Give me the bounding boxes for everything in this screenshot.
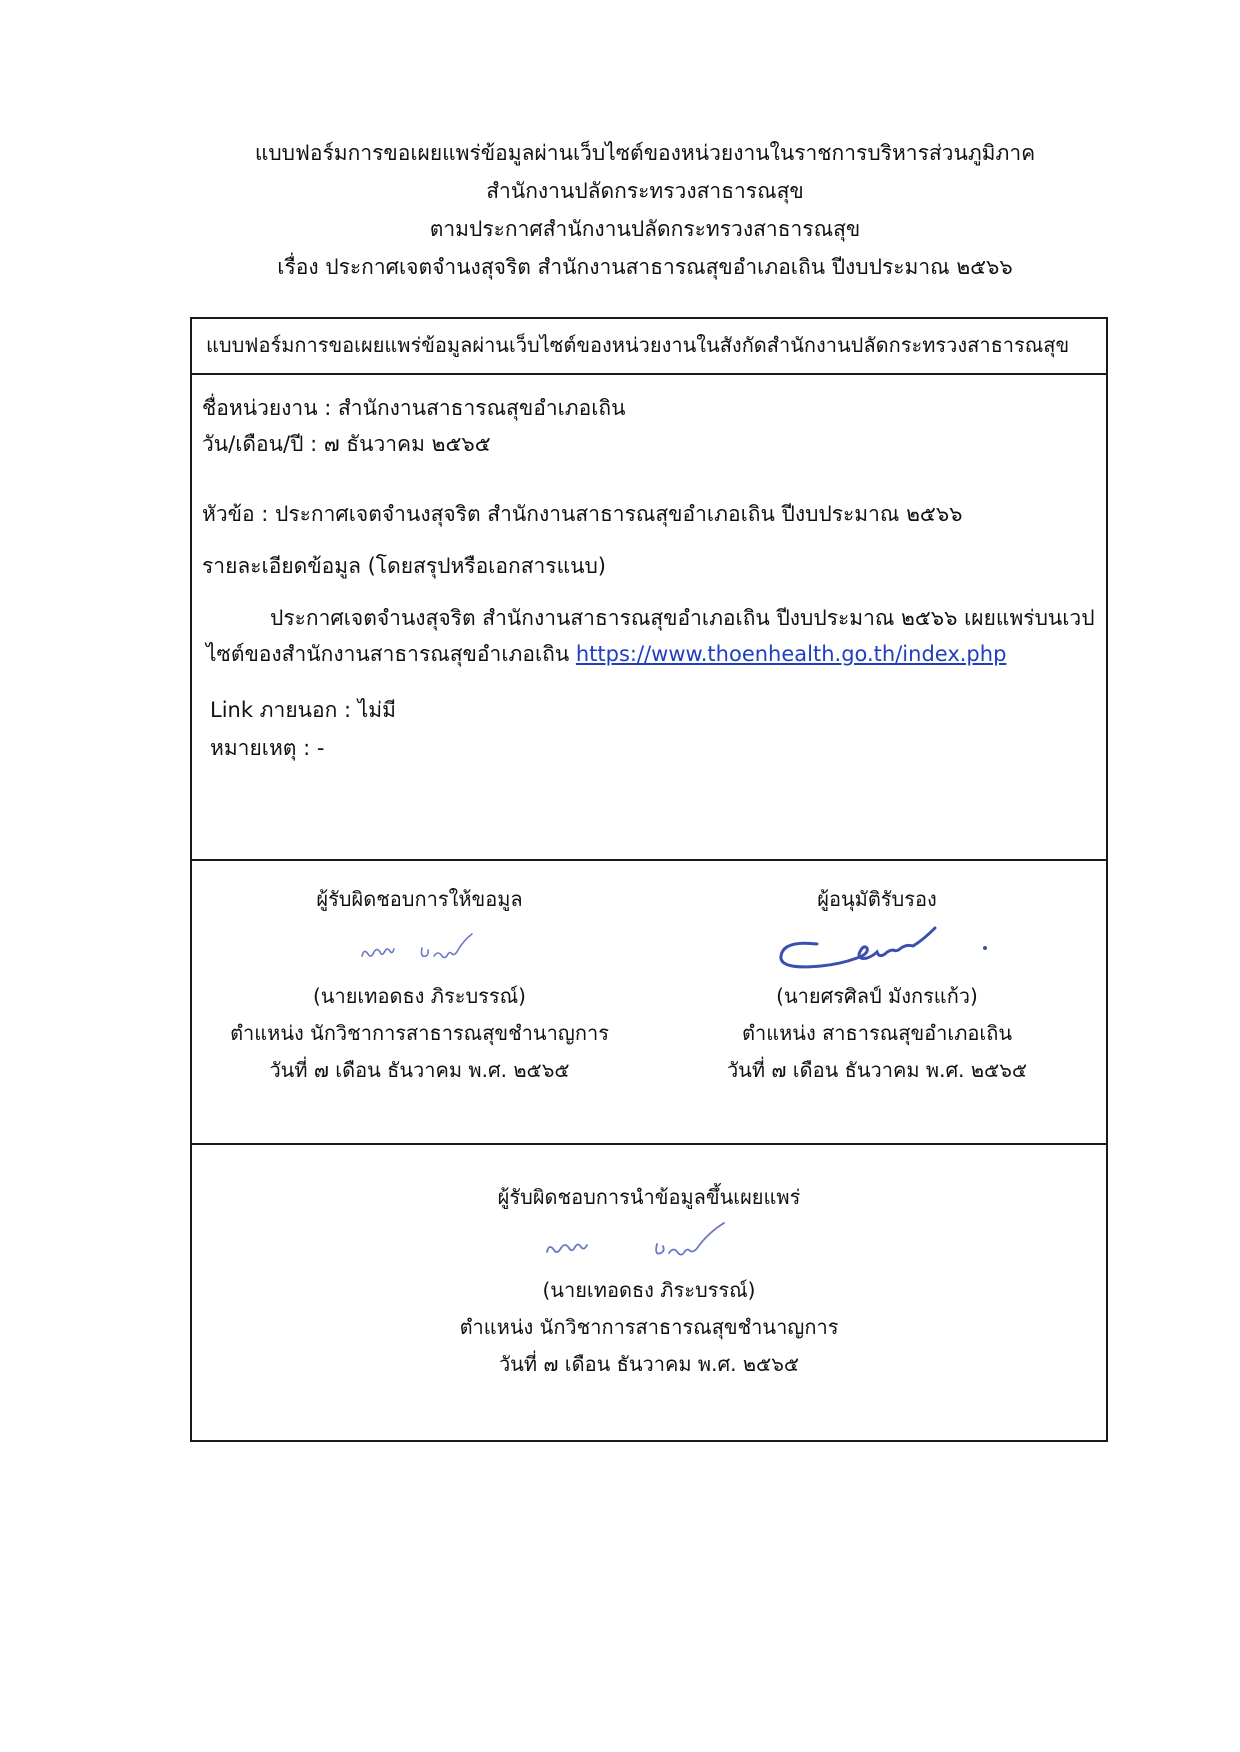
approver-name: (นายศรศิลป์ มังกรแก้ว) [776, 984, 978, 1008]
publisher-section [192, 1145, 1106, 1440]
publisher-signature-icon [529, 1220, 769, 1272]
detail-line-2 [206, 639, 1006, 669]
external-link-line: Link ภายนอก : ไม่มี [210, 698, 396, 722]
agency-line: ชื่อหน่วยงาน : สำนักงานสาธารณสุขอำเภอเถิน [202, 396, 626, 420]
detail-line-1: ประกาศเจตจำนงสุจริต สำนักงานสาธารณสุขอำเภอเถิน ปีงบประมาณ ๒๕๖๖ เผยแพร่บนเวป [270, 606, 1095, 630]
website-link[interactable]: https://www.thoenhealth.go.th/index.php [575, 642, 1007, 666]
info-section [192, 375, 1106, 861]
publisher-date: วันที่ ๗ เดือน ธันวาคม พ.ศ. ๒๕๖๕ [498, 1352, 800, 1376]
provider-signature-block [192, 881, 647, 1089]
publication-form [190, 317, 1108, 1442]
provider-signature-icon [340, 922, 500, 978]
publisher-signature-block [192, 1179, 1106, 1383]
publisher-name: (นายเทอดธง ภิระบรรณ์) [542, 1278, 756, 1302]
header-line-2: สำนักงานปลัดกระทรวงสาธารณสุข [486, 179, 804, 203]
header-line-3: ตามประกาศสำนักงานปลัดกระทรวงสาธารณสุข [429, 217, 861, 241]
header-line-4: เรื่อง ประกาศเจตจำนงสุจริต สำนักงานสาธารณสุขอำเภอเถิน ปีงบประมาณ ๒๕๖๖ [277, 255, 1013, 279]
provider-position: ตำแหน่ง นักวิชาการสาธารณสุขชำนาญการ [230, 1021, 609, 1045]
detail-label: รายละเอียดข้อมูล (โดยสรุปหรือเอกสารแนบ) [202, 554, 606, 578]
signature-section [192, 861, 1106, 1145]
header-line-1: แบบฟอร์มการขอเผยแพร่ข้อมูลผ่านเว็บไซต์ของหน่วยงานในราชการบริหารส่วนภูมิภาค [254, 141, 1036, 165]
approver-signature-icon [757, 922, 997, 978]
detail-line-2-text: ไซต์ของสำนักงานสาธารณสุขอำเภอเถิน [206, 642, 576, 666]
provider-role: ผู้รับผิดชอบการให้ขอมูล [316, 887, 523, 911]
provider-date: วันที่ ๗ เดือน ธันวาคม พ.ศ. ๒๕๖๕ [269, 1058, 570, 1082]
publisher-role: ผู้รับผิดชอบการนำข้อมูลขึ้นเผยแพร่ [497, 1185, 801, 1209]
date-line: วัน/เดือน/ปี : ๗ ธันวาคม ๒๕๖๕ [202, 432, 491, 456]
approver-position: ตำแหน่ง สาธารณสุขอำเภอเถิน [741, 1021, 1013, 1045]
publisher-position: ตำแหน่ง นักวิชาการสาธารณสุขชำนาญการ [459, 1315, 839, 1339]
remark-line: หมายเหตุ : - [210, 736, 325, 760]
form-title: แบบฟอร์มการขอเผยแพร่ข้อมูลผ่านเว็บไซต์ของหน่วยงานในสังกัดสำนักงานปลัดกระทรวงสาธารณสุข [192, 319, 1106, 375]
document-header [190, 134, 1100, 286]
provider-name: (นายเทอดธง ภิระบรรณ์) [313, 984, 526, 1008]
approver-signature-block [647, 881, 1107, 1089]
subject-line: หัวข้อ : ประกาศเจตจำนงสุจริต สำนักงานสาธารณสุขอำเภอเถิน ปีงบประมาณ ๒๕๖๖ [202, 502, 963, 526]
approver-role: ผู้อนุมัติรับรอง [817, 887, 937, 911]
approver-date: วันที่ ๗ เดือน ธันวาคม พ.ศ. ๒๕๖๕ [726, 1058, 1028, 1082]
